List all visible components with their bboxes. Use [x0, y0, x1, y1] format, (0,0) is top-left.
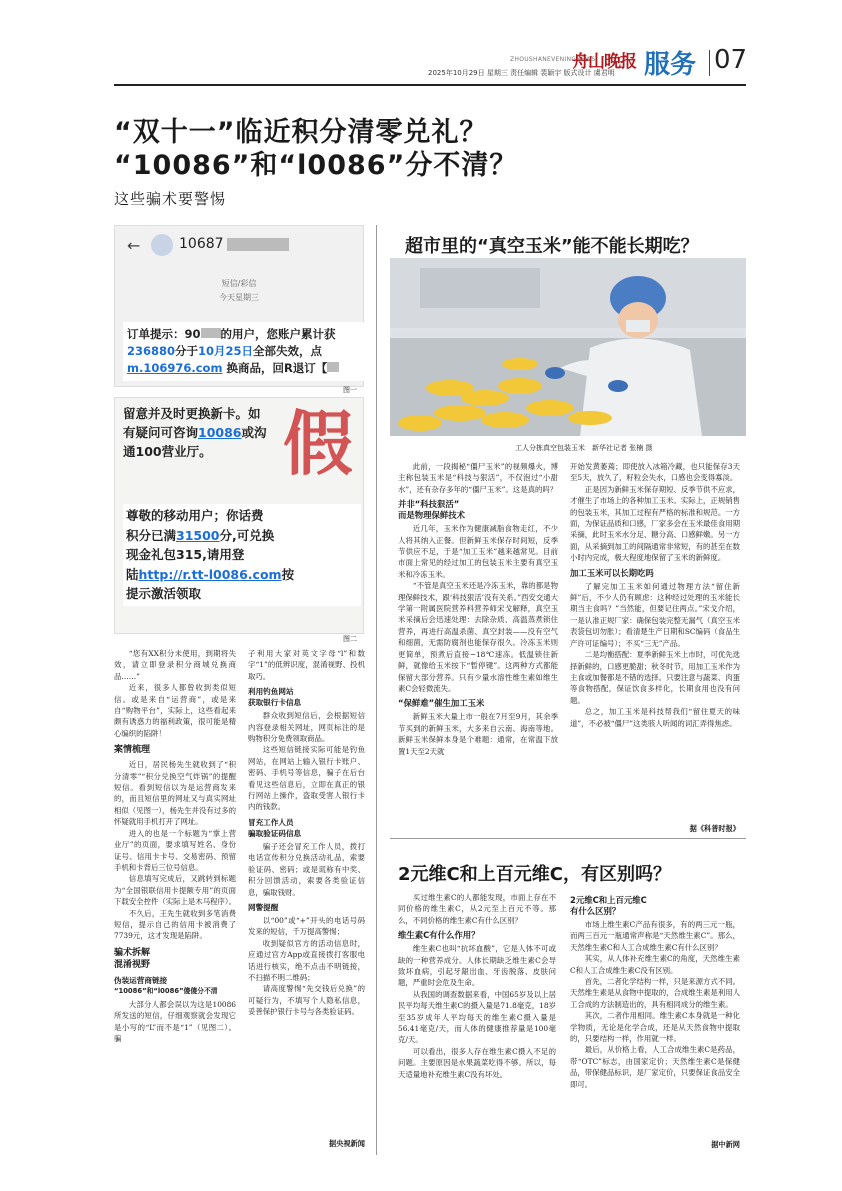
section-heading: 案情梳理: [114, 745, 151, 756]
article1-column-2: 子利用大家对英文字母“l”和数字“1”的低辨识度，混淆视野、投机取巧。 利用钓鱼网站 获取银行卡信息 群众收到短信后，会根据短信内容登录相关网址，网页标注的是购物积分免费领取商品。 这些短信链接实际可能是钓鱼网站，在网站上输入银行卡账户、密码、手机号等信息，骗子在后台看见这些信息后，立即在真正的银行网站上操作，盗取受害人银行卡内的钱款。 冒充工作人员 骗取验证码信息 骗子还会冒充工作人员，拨打电话宣传积分兑换活动礼品，索要验证码、密码；或是谎称有中奖、积分回馈活动，索要各类验证信息，骗取钱财。 网警提醒 以“00”或“+”开头的电话号码发来的短信，千万提高警惕； 收到疑似官方的活动信息时，应通过官方App或直接拨打客服电话进行核实，绝不点击不明链接，不扫描不明二维码； 请高度警惕“先交钱后兑换”的可疑行为，不填写个人隐私信息，妥善保护银行卡号与各类验证码。: [248, 649, 365, 1017]
headline-line-2: “10086”和“l0086”分不清？: [114, 150, 518, 181]
newspaper-logo: 舟山晚报: [572, 52, 636, 72]
corn-sorting-photo: [390, 258, 746, 436]
sub-heading: 伪装运营商链接: [114, 975, 168, 985]
article1-column-1: “您有XX积分未使用，到期将失效，请立即登录积分商城兑换商品……” 近来，很多人都曾收到类似短信。或是来自“运营商”，或是来自“购物平台”，实际上，这些看起来颇有诱惑力的福利政策，很可能是精心编织的陷阱！ 案情梳理 近日，居民杨先生就收到了“积分清零”“积分兑换空气炸锅”的提醒短信。看到短信以为是运营商发来的，而且短信里的网址又与真实网址相似（见图一），杨先生并没有过多的怀疑就用手机打开了网址。 进入的也是一个标题为“掌上营业厅”的页面，要求填写姓名、身份证号、信用卡卡号、交易密码、预留手机和卡背后三位号信息。 信息填写完成后，又跳转到标题为“全国银联信用卡提额专用”的页面下载安全控件（实际上是木马程序）。 不久后，王先生就收到多笔消费短信，提示自己的信用卡被消费了7739元，这才发现是陷阱。 骗术拆解 混淆视野 伪装运营商链接 “10086”和“l0086”傻傻分不清 大部分人都会误以为这是10086所发送的短信，仔细观察就会发现它是小写的“L”而不是“1”（见图二）。骗: [114, 649, 236, 1043]
sms-screenshot-2: [114, 397, 364, 634]
issue-meta: 2025年10月29日 星期三 责任编辑 裴颖宇 版式设计 虞君明: [428, 69, 615, 77]
sms-message: 订单提示：90 的用户，您账户累计获 236880分于10月25日全部失效，点 m.106976.com 换商品，回R退订【: [123, 322, 367, 381]
sub-heading: 有什么区别？: [570, 906, 621, 916]
article1-source: 据央视新闻: [329, 1139, 365, 1148]
sub-heading: 冒充工作人员: [248, 817, 294, 827]
sms-screenshot-1: [114, 225, 364, 387]
section-heading: 混淆视野: [114, 959, 151, 970]
header-rule: [114, 84, 746, 86]
fake-link: http://r.tt-l0086.com: [138, 566, 282, 582]
sub-heading: 加工玉米可以长期吃吗: [570, 567, 654, 578]
article3-title: 2元维C和上百元维C，有区别吗？: [398, 864, 671, 885]
sub-heading: 骗取验证码信息: [248, 828, 302, 838]
fake-mark: 假: [283, 402, 353, 485]
logo-english: ZHOUSHANEVENINGNEWS: [510, 56, 596, 63]
sub-heading: 利用钓鱼网站: [248, 687, 294, 697]
sub-heading: 2元维C和上百元维C: [570, 895, 647, 905]
sms-sender: 10687: [179, 236, 289, 252]
article2-source: 据《科普时报》: [689, 824, 740, 833]
sub-heading: 并非“科技狠活”: [398, 499, 460, 510]
article3-column-2: 2元维C和上百元维C 有什么区别？ 市场上维生素C产品有很多，有的两三元一瓶，而两三百元一瓶通常声称是“天然维生素C”。那么，天然维生素C和人工合成维生素C有什么区别？ 其实，从人体补充维生素C的角度，天然维生素C和人工合成维生素C没有区别。 首先，二者化学结构一样，只是来源方式不同。天然维生素是从食物中提取的，合成维生素是利用人工合成的方法制造出的，具有相同成分的维生素。 其次，二者作用相同。维生素C本身就是一种化学物质，无论是化学合成，还是从天然食物中提取的，只要结构一样，作用就一样。 最后，从价格上看，人工合成维生素C是药品，带“OTC”标志，由国家定价；天然维生素C是保健品，带保健品标识，是厂家定价，只要保证食品安全即可。: [570, 895, 740, 1089]
headline-line-1: “双十一”临近积分清零兑礼？: [114, 117, 488, 148]
section-divider: [709, 50, 710, 76]
back-arrow-icon: ←: [127, 236, 141, 255]
article3-source: 据中新网: [711, 1140, 740, 1149]
section-title: 服务: [644, 50, 697, 80]
headline-subtitle: 这些骗术要警惕: [114, 190, 227, 208]
sub-heading: 网警提醒: [248, 902, 279, 912]
sub-heading: “保鲜难”催生加工玉米: [398, 698, 485, 709]
sub-heading: “10086”和“l0086”傻傻分不清: [114, 986, 218, 995]
section-heading: 骗术拆解: [114, 947, 151, 958]
redacted-block: [201, 328, 221, 338]
redacted-block: [327, 362, 339, 372]
sms-date: 今天星期三: [219, 293, 259, 302]
figure-caption-1: 图一: [343, 386, 357, 394]
redacted-block: [227, 238, 289, 251]
sms-type: 短信/彩信: [221, 279, 257, 288]
sub-heading: 获取银行卡信息: [248, 698, 302, 708]
article2-column-1: 此前，一段揭秘“僵尸玉米”的视频爆火，博主称包装玉米是“科技与狠活”，不仅泡过“小甜水”，还有杂存多年的“僵尸玉米”。这是真的吗？ 并非“科技狠活” 而是物理保鲜技术 近几年，玉米作为健康减脂食物走红，不少人将其纳入正餐。但新鲜玉米保存时间短，反季节供应不足，于是“加工玉米”越来越常见。目前市面上常见的经过加工的包装玉米主要有真空玉米和冷冻玉米。 “不管是真空玉米还是冷冻玉米，靠的都是物理保鲜技术，跟‘科技狠活’没有关系。”西安交通大学第一附属医院营养科营养师宋戈解释，真空玉米采摘后会迅速处理：去除杂质、高温蒸煮锁住营养，再进行高温杀菌、真空封装——没有空气和细菌，无需防腐剂也能保存很久。冷冻玉米则更简单，预煮后直接−18℃速冻。低温锁住新鲜，就像给玉米按下“暂停键”。这两种方式都能保留大部分营养。只有少量水溶性维生素如维生素C会轻微流失。 “保鲜难”催生加工玉米 新鲜玉米大量上市一般在7月至9月，其余季节买到的新鲜玉米，大多来自云南、海南等地。新鲜玉米保鲜本身是个难题：通常，在常温下放置1天至2天就: [398, 462, 558, 756]
sms-link: m.106976.com: [127, 361, 223, 375]
fake-sms-text: 尊敬的移动用户；你话费 积分已满31500分,可兑换 现金礼包315,请用登 陆http://r.tt-l0086.com按 提示激活领取: [123, 504, 361, 606]
column-divider: [376, 225, 377, 1155]
photo-illustration: [390, 258, 746, 436]
article3-column-1: 买过维生素C的人都能发现，市面上存在不同价格的维生素C，从2元至上百元不等。那么，不同价格的维生素C有什么区别？ 维生素C有什么作用？ 维生素C也叫“抗坏血酸”，它是人体不可或缺的一种营养成分。人体长期缺乏维生素C会导致坏血病，引起牙龈出血、牙齿脱落、皮肤问题，严重时会危及生命。 从我国的调查数据来看，中国65岁及以上居民平均每天维生素C的摄入量是71.8毫克，18岁至35岁成年人平均每天的维生素C摄入量是56.41毫克/天，而人体的健康推荐量是100毫克/天。 可以看出，很多人存在维生素C摄入不足的问题。主要原因是水果蔬菜吃得不够。所以，每天适量地补充维生素C没有坏处。: [398, 893, 556, 1079]
figure-caption-2: 图二: [343, 635, 357, 643]
article2-column-2: 开始发黄萎蔫；即使放入冰箱冷藏，也只能保存3天至5天，放久了，籽粒会失水，口感也会变得寡淡。 正是因为新鲜玉米保存期短、反季节供不应求，才催生了市场上的各种加工玉米。实际上，正规销售的包装玉米，其加工过程有严格的标准和规范。一方面，为保证品质和口感，厂家多会在玉米最佳食用期采摘，此时玉米水分足、糖分高、口感鲜嫩。另一方面，从采摘到加工的间隔通常非常短，有的甚至在数小时内完成，极大程度地保留了玉米的新鲜度。 加工玉米可以长期吃吗 了解完加工玉米如何通过物理方法“留住新鲜”后，不少人仍有顾虑：这种经过处理的玉米能长期当主食吗？”当然能，但要记住两点。”宋戈介绍，一是认准正规厂家：确保包装完整无漏气（真空玉米表袋包切勿胀）；看清楚生产日期和SC编码（食品生产许可证编号）；不买“三无”产品。 二是均衡搭配：夏季新鲜玉米上市时，可优先选择新鲜的，口感更脆甜；秋冬时节，用加工玉米作为主食或加餐都是不错的选择。只要注意与蔬菜、肉蛋等食物搭配，保证饮食多样化，长期食用也没有问题。 总之，加工玉米是科技帮我们“留住夏天的味道”，不必被“僵尸”这类骇人听闻的词汇弄得焦虑。: [570, 462, 740, 728]
sub-heading: 维生素C有什么作用？: [398, 930, 480, 941]
sender-avatar-icon: [151, 234, 173, 256]
real-sms-text: 留意并及时更换新卡。如 有疑问可咨询10086或沟 通100营业厅。: [123, 406, 267, 459]
sub-heading: 而是物理保鲜技术: [398, 510, 465, 521]
photo-caption: 工人分拣真空包装玉米 新华社记者 张楠 摄: [515, 444, 653, 452]
article-divider: [390, 838, 746, 839]
page-number: 07: [714, 45, 748, 75]
article2-title: 超市里的“真空玉米”能不能长期吃？: [405, 236, 699, 257]
